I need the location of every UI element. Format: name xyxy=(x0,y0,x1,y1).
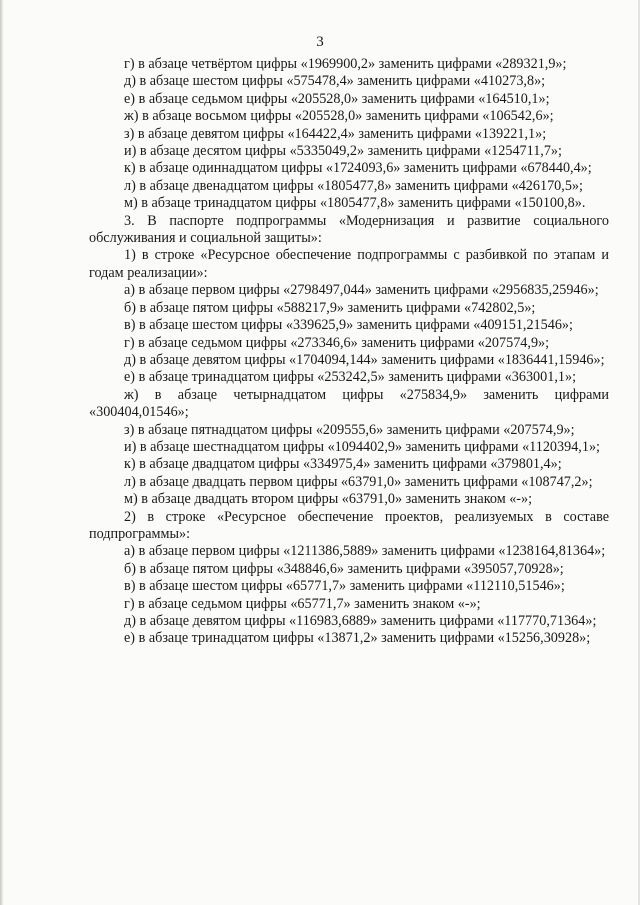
paragraph: к) в абзаце двадцатом цифры «334975,4» заменить цифрами «379801,4»; xyxy=(124,456,562,473)
paragraph: з) в абзаце пятнадцатом цифры «209555,6» заменить цифрами «207574,9»; xyxy=(124,421,575,438)
paragraph: к) в абзаце одиннадцатом цифры «1724093,6» заменить цифрами «678440,4»; xyxy=(124,160,592,177)
section-heading: 3. В паспорте подпрограммы «Модернизация и развитие социального обслуживания и социальной защиты»: xyxy=(89,212,609,247)
document-body xyxy=(89,56,609,648)
paragraph: м) в абзаце тринадцатом цифры «1805477,8» заменить цифрами «150100,8». xyxy=(124,195,586,212)
scan-left-edge xyxy=(0,0,3,905)
paragraph: г) в абзаце четвёртом цифры «1969900,2» заменить цифрами «289321,9»; xyxy=(124,56,567,72)
paragraph: ж) в абзаце восьмом цифры «205528,0» заменить цифрами «106542,6»; xyxy=(124,108,554,125)
paragraph: а) в абзаце первом цифры «1211386,5889» заменить цифрами «1238164,81364»; xyxy=(124,543,606,560)
paragraph: 2) в строке «Ресурсное обеспечение проектов, реализуемых в составе подпрограммы»: xyxy=(89,508,609,542)
paragraph: л) в абзаце двадцать первом цифры «63791,0» заменить цифрами «108747,2»; xyxy=(124,473,593,490)
paragraph: б) в абзаце пятом цифры «348846,6» заменить цифрами «395057,70928»; xyxy=(124,560,564,577)
paragraph: д) в абзаце девятом цифры «116983,6889» заменить цифрами «117770,71364»; xyxy=(124,613,597,629)
paragraph: б) в абзаце пятом цифры «588217,9» заменить цифрами «742802,5»; xyxy=(124,299,536,316)
paragraph: д) в абзаце девятом цифры «1704094,144» заменить цифрами «1836441,15946»; xyxy=(124,351,605,368)
paragraph: д) в абзаце шестом цифры «575478,4» заменить цифрами «410273,8»; xyxy=(124,73,546,90)
paragraph: 1) в строке «Ресурсное обеспечение подпрограммы с разбивкой по этапам и годам реализации»: xyxy=(89,247,609,281)
page-number: 3 xyxy=(316,34,324,50)
paragraph: и) в абзаце шестнадцатом цифры «1094402,9» заменить цифрами «1120394,1»; xyxy=(124,438,600,455)
paragraph: г) в абзаце седьмом цифры «273346,6» заменить цифрами «207574,9»; xyxy=(124,334,550,351)
paragraph: з) в абзаце девятом цифры «164422,4» заменить цифрами «139221,1»; xyxy=(124,125,547,142)
paragraph: г) в абзаце седьмом цифры «65771,7» заменить знаком «-»; xyxy=(124,595,481,612)
paragraph: е) в абзаце тринадцатом цифры «253242,5» заменить цифрами «363001,1»; xyxy=(124,369,577,386)
paragraph: л) в абзаце двенадцатом цифры «1805477,8» заменить цифрами «426170,5»; xyxy=(124,177,583,194)
paragraph: а) в абзаце первом цифры «2798497,044» заменить цифрами «2956835,25946»; xyxy=(124,282,599,299)
paragraph: ж) в абзаце четырнадцатом цифры «275834,9» заменить цифрами «300404,01546»; xyxy=(89,386,609,421)
paragraph: е) в абзаце седьмом цифры «205528,0» заменить цифрами «164510,1»; xyxy=(124,90,550,107)
paragraph: и) в абзаце десятом цифры «5335049,2» заменить цифрами «1254711,7»; xyxy=(124,143,562,160)
paragraph: в) в абзаце шестом цифры «65771,7» заменить цифрами «112110,51546»; xyxy=(124,578,565,595)
paragraph: м) в абзаце двадцать втором цифры «63791,0» заменить знаком «-»; xyxy=(124,491,533,508)
paragraph: в) в абзаце шестом цифры «339625,9» заменить цифрами «409151,21546»; xyxy=(124,317,573,334)
paragraph: е) в абзаце тринадцатом цифры «13871,2» заменить цифрами «15256,30928»; xyxy=(124,630,591,647)
